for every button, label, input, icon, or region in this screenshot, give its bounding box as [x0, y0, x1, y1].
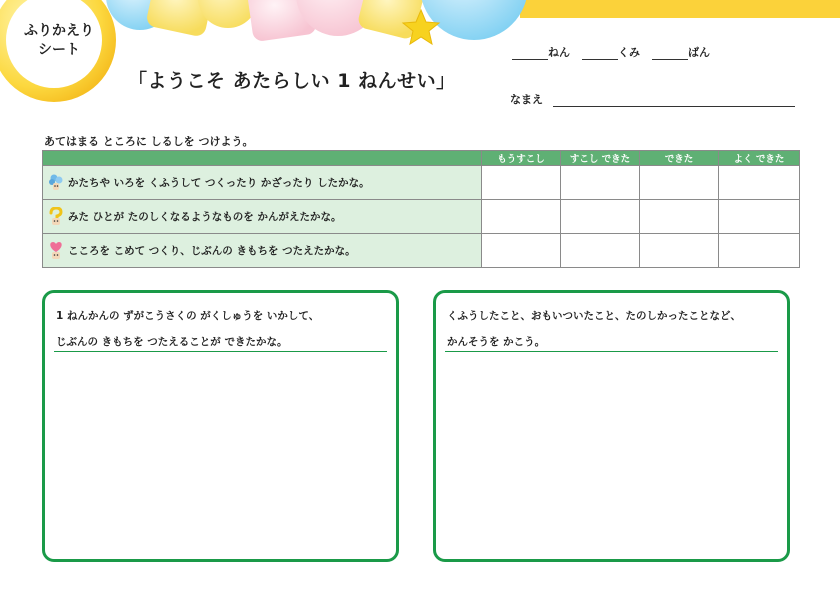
check-cell[interactable] — [640, 200, 719, 234]
table-row — [43, 200, 800, 234]
check-cell[interactable] — [561, 234, 640, 268]
prompt-line: くふうしたこと、おもいついたこと、たのしかったことなど、 — [447, 310, 741, 322]
number-field — [652, 44, 710, 60]
name-blank[interactable] — [553, 94, 795, 107]
name-field — [510, 91, 795, 107]
class-field — [582, 44, 640, 60]
table-row — [43, 166, 800, 200]
number-label: ばん — [688, 46, 710, 59]
check-cell[interactable] — [719, 234, 800, 268]
header-blank — [43, 151, 482, 166]
check-cell[interactable] — [561, 166, 640, 200]
column-header: すこし できた — [561, 151, 640, 166]
divider — [54, 351, 387, 352]
bubble-blue-right — [420, 0, 528, 40]
grade-field — [512, 44, 570, 60]
column-header: よく できた — [719, 151, 800, 166]
question-cell — [43, 200, 482, 234]
instruction-text: あてはまる ところに しるしを つけよう。 — [44, 135, 254, 148]
class-label: くみ — [618, 46, 640, 59]
page-title: 「ようこそ あたらしい 1 ねんせい」 — [128, 70, 456, 92]
reflection-prompt — [447, 303, 776, 355]
class-blank[interactable] — [582, 47, 618, 60]
question-cell — [43, 234, 482, 268]
check-cell[interactable] — [719, 200, 800, 234]
prompt-line: じぶんの きもちを つたえることが できたかな。 — [56, 336, 288, 348]
check-cell[interactable] — [482, 200, 561, 234]
question-text: みた ひとが たのしくなるようなものを かんがえたかな。 — [68, 211, 342, 223]
check-cell[interactable] — [640, 234, 719, 268]
column-header: できた — [640, 151, 719, 166]
sheet-label — [14, 22, 104, 60]
prompt-line: 1 ねんかんの ずがこうさくの がくしゅうを いかして、 — [56, 310, 320, 322]
pink-heart-figure-icon — [47, 241, 65, 261]
sheet-label-line-1: ふりかえり — [24, 23, 94, 39]
reflection-box-right[interactable] — [433, 290, 790, 562]
check-cell[interactable] — [719, 166, 800, 200]
reflection-box-left[interactable] — [42, 290, 399, 562]
question-cell — [43, 166, 482, 200]
number-blank[interactable] — [652, 47, 688, 60]
question-text: かたちや いろを くふうして つくったり かざったり したかな。 — [68, 177, 370, 189]
check-cell[interactable] — [640, 166, 719, 200]
check-cell[interactable] — [482, 166, 561, 200]
evaluation-table — [42, 150, 800, 268]
table-row — [43, 234, 800, 268]
grade-label: ねん — [548, 46, 570, 59]
column-header: もうすこし — [482, 151, 561, 166]
divider — [445, 351, 778, 352]
check-cell[interactable] — [561, 200, 640, 234]
grade-blank[interactable] — [512, 47, 548, 60]
blue-paint-figure-icon — [47, 173, 65, 193]
question-text: こころを こめて つくり、じぶんの きもちを つたえたかな。 — [68, 245, 356, 257]
sheet-label-line-2: シート — [38, 42, 80, 58]
check-cell[interactable] — [482, 234, 561, 268]
prompt-line: かんそうを かこう。 — [447, 336, 546, 348]
table-header-row — [43, 151, 800, 166]
reflection-prompt — [56, 303, 385, 355]
yellow-question-figure-icon — [47, 207, 65, 227]
name-label: なまえ — [510, 93, 543, 106]
